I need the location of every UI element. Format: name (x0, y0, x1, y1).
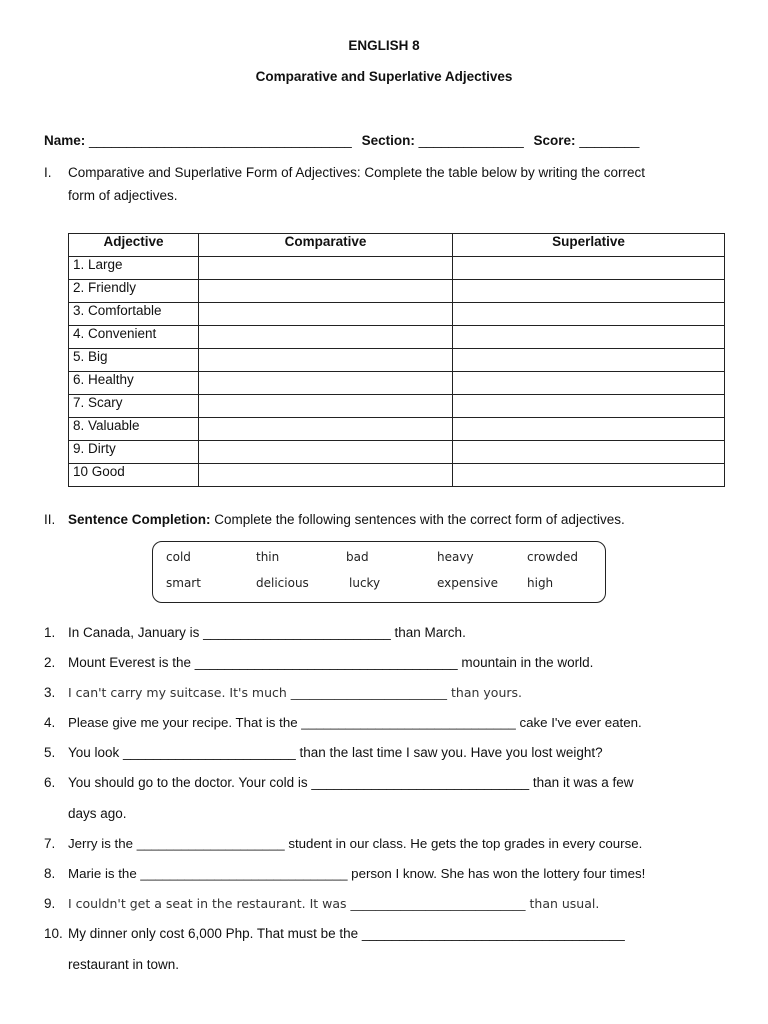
sentence-text[interactable]: Mount Everest is the ___________________________________ mountain in the world. (68, 655, 594, 670)
comparative-cell[interactable] (199, 464, 453, 487)
superlative-cell[interactable] (453, 326, 725, 349)
table-row (69, 395, 725, 418)
sentence-number: 4. (44, 715, 56, 730)
table-row (69, 257, 725, 280)
adjective-cell: 6. Healthy (69, 372, 199, 395)
adjective-cell: 1. Large (69, 257, 199, 280)
sentence-number: 5. (44, 745, 56, 760)
adjective-cell: 4. Convenient (69, 326, 199, 349)
comparative-cell[interactable] (199, 441, 453, 464)
part2-instruction (68, 512, 625, 527)
sentence-number: 1. (44, 625, 56, 640)
sentence-number: 9. (44, 896, 56, 911)
score-label: Score: (533, 133, 576, 148)
name-label: Name: (44, 133, 86, 148)
sentence-text[interactable]: You should go to the doctor. Your cold is _____________________________ than it was a few (68, 775, 634, 790)
comparative-cell[interactable] (199, 349, 453, 372)
table-row (69, 349, 725, 372)
name-blank[interactable]: ___________________________________ (89, 133, 352, 148)
superlative-cell[interactable] (453, 257, 725, 280)
part1-instruction-line1: Comparative and Superlative Form of Adjectives: Complete the table below by writing the correct (68, 165, 646, 180)
sentence-text-continued: days ago. (68, 806, 127, 821)
superlative-cell[interactable] (453, 372, 725, 395)
sentence-number: 2. (44, 655, 56, 670)
sentence-text[interactable]: Marie is the ____________________________ person I know. She has won the lottery four times! (68, 866, 646, 881)
header-adjective: Adjective (69, 234, 199, 257)
part2-heading: Sentence Completion: (68, 512, 211, 527)
word-bank-word: crowded (527, 550, 579, 564)
sentence-text[interactable]: My dinner only cost 6,000 Php. That must be the ___________________________________ (68, 926, 625, 941)
word-bank-word: thin (256, 550, 280, 564)
word-bank-box (152, 541, 606, 603)
table-row (69, 372, 725, 395)
word-bank-word: lucky (349, 576, 381, 590)
comparative-cell[interactable] (199, 257, 453, 280)
adjective-cell: 2. Friendly (69, 280, 199, 303)
superlative-cell[interactable] (453, 349, 725, 372)
adjective-cell: 8. Valuable (69, 418, 199, 441)
table-row (69, 441, 725, 464)
part2-numeral: II. (44, 512, 56, 527)
sentence-number: 10. (44, 926, 63, 941)
sentence-text[interactable]: Jerry is the ____________________ student in our class. He gets the top grades in every course. (68, 836, 643, 851)
section-label: Section: (361, 133, 415, 148)
word-bank-word: smart (166, 576, 201, 590)
superlative-cell[interactable] (453, 395, 725, 418)
comparative-cell[interactable] (199, 372, 453, 395)
part1-instruction-line2: form of adjectives. (68, 188, 178, 203)
sentence-text[interactable]: Please give me your recipe. That is the _____________________________ cake I've ever eaten. (68, 715, 642, 730)
header-superlative: Superlative (453, 234, 725, 257)
worksheet-course-title: ENGLISH 8 (348, 38, 420, 53)
part1-numeral: I. (44, 165, 52, 180)
section-blank[interactable]: ______________ (418, 133, 524, 148)
table-header-row (69, 234, 725, 257)
sentence-number: 6. (44, 775, 56, 790)
adjective-cell: 10 Good (69, 464, 199, 487)
sentence-text[interactable]: You look _______________________ than the last time I saw you. Have you lost weight? (68, 745, 603, 760)
adjective-cell: 7. Scary (69, 395, 199, 418)
table-row (69, 303, 725, 326)
sentence-text[interactable]: I can't carry my suitcase. It's much _________________________ than yours. (68, 685, 522, 700)
table-row (69, 418, 725, 441)
adjective-cell: 5. Big (69, 349, 199, 372)
table-row (69, 464, 725, 487)
worksheet-subtitle: Comparative and Superlative Adjectives (255, 69, 513, 84)
adjective-cell: 3. Comfortable (69, 303, 199, 326)
sentence-text[interactable]: In Canada, January is _________________________ than March. (68, 625, 466, 640)
superlative-cell[interactable] (453, 280, 725, 303)
part2-instruction-text: Complete the following sentences with the correct form of adjectives. (210, 512, 625, 527)
adjective-table (68, 233, 725, 487)
comparative-cell[interactable] (199, 303, 453, 326)
score-blank[interactable]: ________ (579, 133, 640, 148)
word-bank-word: delicious (256, 576, 309, 590)
adjective-cell: 9. Dirty (69, 441, 199, 464)
sentence-number: 7. (44, 836, 56, 851)
superlative-cell[interactable] (453, 464, 725, 487)
header-comparative: Comparative (199, 234, 453, 257)
superlative-cell[interactable] (453, 441, 725, 464)
sentence-text[interactable]: I couldn't get a seat in the restaurant. It was ____________________________ than usual. (68, 896, 600, 911)
sentence-text-continued: restaurant in town. (68, 957, 180, 972)
info-line (44, 133, 639, 148)
comparative-cell[interactable] (199, 280, 453, 303)
sentence-number: 8. (44, 866, 56, 881)
superlative-cell[interactable] (453, 418, 725, 441)
word-bank-word: heavy (437, 550, 474, 564)
word-bank-word: cold (166, 550, 191, 564)
word-bank-word: expensive (437, 576, 498, 590)
table-row (69, 326, 725, 349)
table-row (69, 280, 725, 303)
superlative-cell[interactable] (453, 303, 725, 326)
sentence-number: 3. (44, 685, 56, 700)
comparative-cell[interactable] (199, 418, 453, 441)
comparative-cell[interactable] (199, 395, 453, 418)
word-bank-word: bad (346, 550, 369, 564)
word-bank-word: high (527, 576, 554, 590)
comparative-cell[interactable] (199, 326, 453, 349)
